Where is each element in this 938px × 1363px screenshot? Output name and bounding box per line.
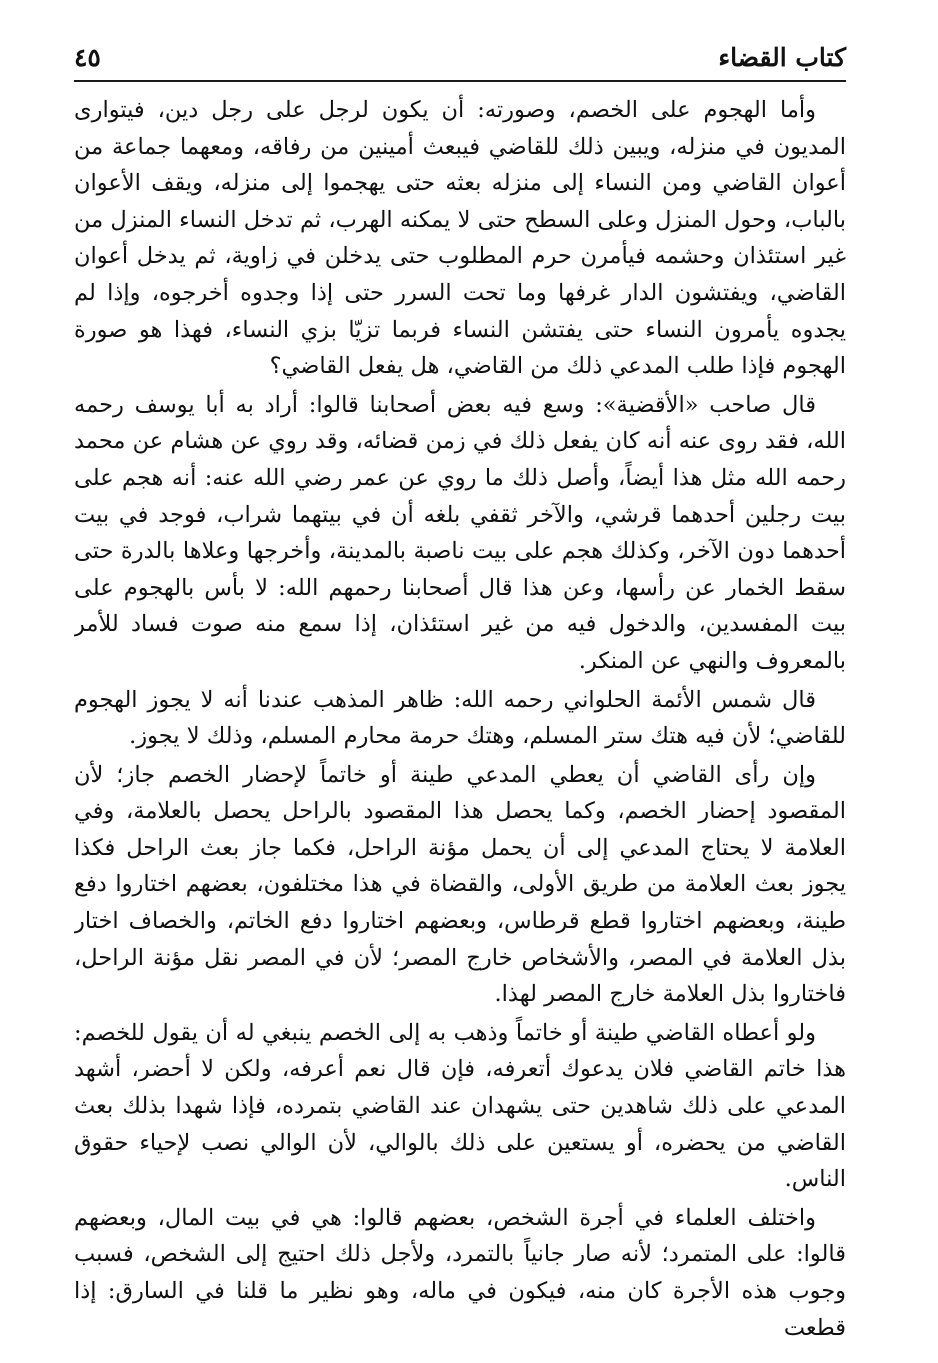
- paragraph-halwani: قال شمس الأئمة الحلواني رحمه الله: ظاهر المذهب عندنا أنه لا يجوز الهجوم للقاضي؛ لأن فيه هتك ستر المسلم، وهتك حرمة محارم المسلم، وذلك لا يجوز.: [74, 686, 846, 750]
- paragraph-ujrat-shakhs: واختلف العلماء في أجرة الشخص، بعضهم قالوا: هي في بيت المال، وبعضهم قالوا: على المتمرد؛ لأنه صار جانياً بالتمرد، ولأجل ذلك احتيج إلى الشخص، فسبب وجوب هذه الأجرة كان منه، فيكون في ماله، وهو نظير ما قلنا في السارق: إذا قطعت: [74, 1204, 846, 1341]
- paragraph-aqdiya: قال صاحب «الأقضية»: وسع فيه بعض أصحابنا قالوا: أراد به أبا يوسف رحمه الله، فقد روى عنه أنه كان يفعل ذلك في زمن قضائه، وقد روي عن هشام عن محمد رحمه الله مثل هذا أيضاً، وأصل ذلك ما روي عن عمر رضي الله عنه: أنه هجم على بيت رجلين أحدهما قرشي، والآخر ثقفي بلغه أن في بيتهما شراب، فوجد في بيت أحدهما دون الآخر، وكذلك هجم على بيت ناصبة بالمدينة، وأخرجها وعلاها بالدرة حتى سقط الخمار عن رأسها، وعن هذا قال أصحابنا رحمهم الله: لا بأس بالهجوم على بيت المفسدين، والدخول فيه من غير استئذان، إذا سمع منه صوت فساد للأمر بالمعروف والنهي عن المنكر.: [74, 391, 846, 674]
- body-text: [74, 92, 846, 1343]
- paragraph-hujum: وأما الهجوم على الخصم، وصورته: أن يكون لرجل على رجل دين، فيتوارى المديون في منزله، ويبين ذلك للقاضي فيبعث أمينين من رفاقه، ومعهما جماعة من أعوان القاضي ومن النساء إلى منزله بعثه حتى يهجموا إلى منزله، ويقف الأعوان بالباب، وحول المنزل وعلى السطح حتى لا يمكنه الهرب، ثم تدخل النساء المنزل من غير استئذان وحشمه فيأمرن حرم المطلوب حتى يدخلن في زاوية، ثم يدخل أعوان القاضي، ويفتشون الدار غرفها وما تحت السرر حتى إذا وجدوه أخرجوه، وإذا لم يجدوه يأمرون النساء حتى يفتشن النساء فربما تزيّا بزي النساء، فهذا هو صورة الهجوم فإذا طلب المدعي ذلك من القاضي، هل يفعل القاضي؟: [74, 97, 846, 380]
- page-number: ٤٥: [74, 43, 101, 72]
- page-header: [74, 34, 846, 74]
- paragraph-khatam-qadi: ولو أعطاه القاضي طينة أو خاتماً وذهب به إلى الخصم ينبغي له أن يقول للخصم: هذا خاتم القاضي فلان يدعوك أتعرفه، فإن قال نعم أعرفه، ولكن لا أحضر، أشهد المدعي على ذلك شاهدين حتى يشهدان عند القاضي بتمرده، فإذا شهدا بذلك بعث القاضي من يحضره، أو يستعين على ذلك بالوالي، لأن الوالي نصب لإحياء حقوق الناس.: [74, 1019, 846, 1193]
- running-title: كتاب القضاء: [718, 43, 846, 72]
- header-rule: [74, 80, 846, 82]
- paragraph-tina-khatam: وإن رأى القاضي أن يعطي المدعي طينة أو خاتماً لإحضار الخصم جاز؛ لأن المقصود إحضار الخصم، وكما يحصل هذا المقصود بالراحل يحصل بالعلامة، وفي العلامة لا يحتاج المدعي إلى أن يحمل مؤنة الراحل، فكما جاز بعث الراحل فكذا يجوز بعث العلامة من طريق الأولى، والقضاة في هذا مختلفون، بعضهم اختاروا دفع طينة، وبعضهم اختاروا قطع قرطاس، وبعضهم اختاروا دفع الخاتم، والخصاف اختار بذل العلامة في المصر، والأشخاص خارج المصر؛ لأن في المصر نقل مؤنة الراحل، فاختاروا بذل العلامة خارج المصر لهذا.: [74, 761, 846, 1008]
